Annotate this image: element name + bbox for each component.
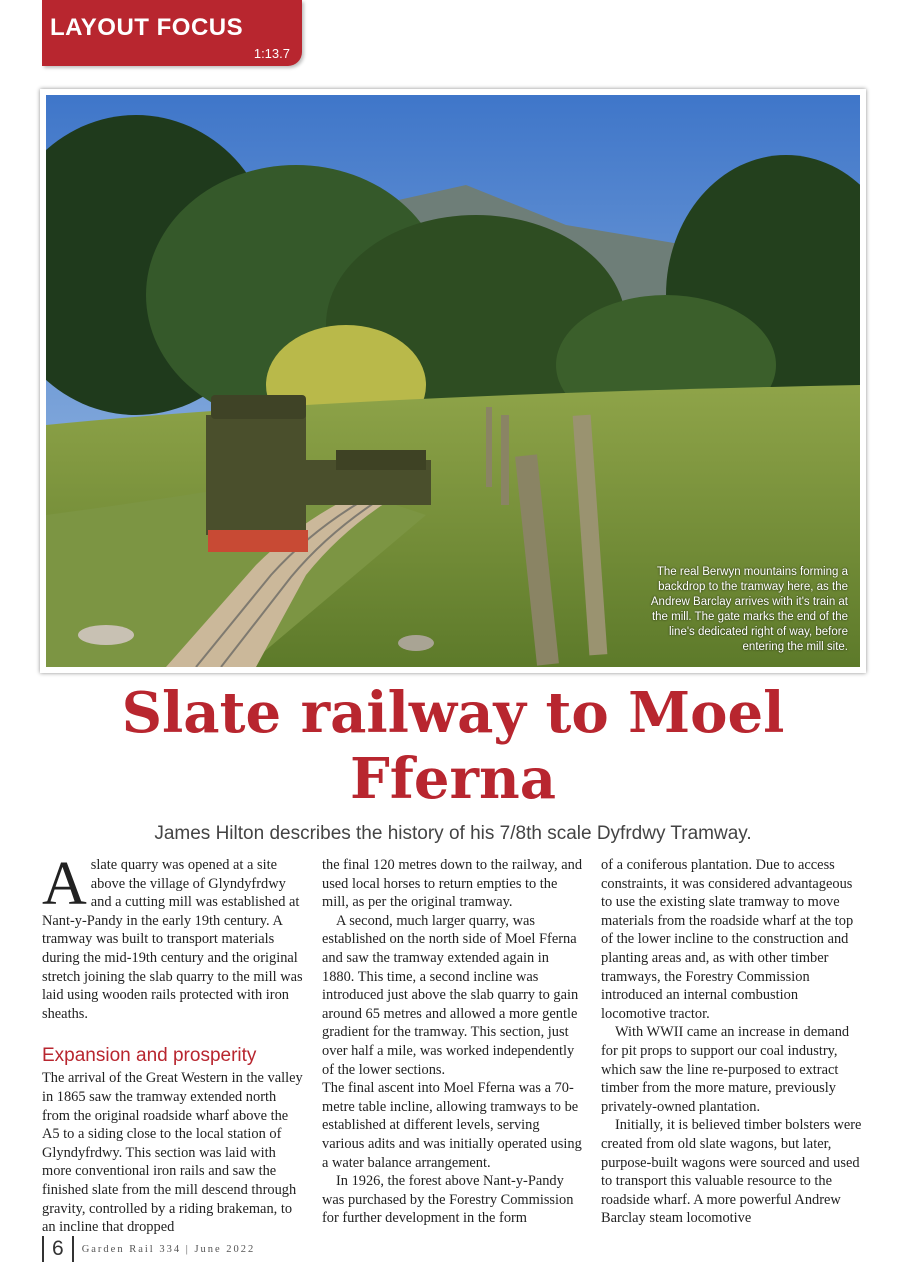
body-paragraph: A second, much larger quarry, was established on the north side of Moel Fferna and saw the tramway extended again in 1880. This time, a second incline was introduced just above the slab quarry to gain around 65 metres and allowed a more gentle gradient for the tramway. This section, just over half a mile, was worked independently of the lower sections.: [322, 912, 579, 1078]
intro-paragraph: [42, 850, 306, 1023]
page-number: 6: [52, 1237, 64, 1260]
intro-text: slate quarry was opened at a site above the village of Glyndyfrdwy and a cutting mill was established at Nant-y-Pandy in the early 19th century. A tramway was built to transport materials during the mid-19th century and the original stretch joining the slab quarry to the mill was laid using wooden rails protected with iron sheaths.: [42, 857, 303, 1022]
page-footer: [42, 1236, 255, 1262]
photo-frame: [40, 89, 866, 673]
article-title: Slate railway to Moel Fferna: [121, 680, 785, 812]
article-standfirst: James Hilton describes the history of his 7/8th scale Dyfrdwy Tramway.: [154, 823, 752, 844]
body-paragraph: With WWII came an increase in demand for pit props to support our coal industry, which saw the line re-purposed to extract timber from the more mature, previously privately-owned plantation.: [601, 1024, 850, 1115]
drop-cap: A: [42, 850, 87, 918]
publication-info: Garden Rail 334 | June 2022: [81, 1243, 256, 1255]
text-column-3: [601, 856, 863, 1228]
footer-divider: [42, 1236, 44, 1262]
section-subheading: Expansion and prosperity: [42, 1045, 257, 1067]
garden-railway-photo: [46, 95, 860, 667]
scale-label: 1:13.7: [253, 46, 290, 61]
section-label: LAYOUT FOCUS: [50, 14, 244, 41]
text-column-1: [42, 850, 306, 1237]
body-paragraph: In 1926, the forest above Nant-y-Pandy was purchased by the Forestry Commission for further development in the form: [322, 1173, 574, 1227]
body-paragraph: of a coniferous plantation. Due to access constraints, it was considered advantageous to use the existing slate tramway to move materials from the roadside wharf at the top of the lower incline to the construction and planting areas and, as with other timber tramways, the Forestry Commission introduced an internal combustion locomotive tractor.: [601, 857, 854, 1022]
text-column-2: [322, 856, 584, 1228]
footer-divider: [72, 1236, 74, 1262]
photo-caption: The real Berwyn mountains forming a backdrop to the tramway here, as the Andrew Barclay arrives with it's train at the mill. The gate marks the end of the line's dedicated right of way, before entering the mill site.: [650, 566, 848, 653]
body-paragraph: the final 120 metres down to the railway, and used local horses to return empties to the mill, as per the original tramway.: [322, 857, 583, 911]
section-tab: [42, 0, 302, 66]
body-paragraph: The final ascent into Moel Fferna was a 70-metre table incline, allowing tramways to be established at different levels, serving various adits and was initially operated using a water balance arrangement.: [322, 1080, 582, 1171]
body-paragraph: Initially, it is believed timber bolsters were created from old slate wagons, but later, purpose-built wagons were sourced and used to transport this valuable resource to the roadside wharf. A more powerful Andrew Barclay steam locomotive: [601, 1117, 862, 1227]
body-paragraph: The arrival of the Great Western in the valley in 1865 saw the tramway extended north from the original roadside wharf above the A5 to a siding close to the local station of Glyndyfrdwy. This section was laid with more conventional iron rails and saw the finished slate from the mill descend through gravity, controlled by a riding brakeman, to an incline that dropped: [42, 1070, 303, 1236]
